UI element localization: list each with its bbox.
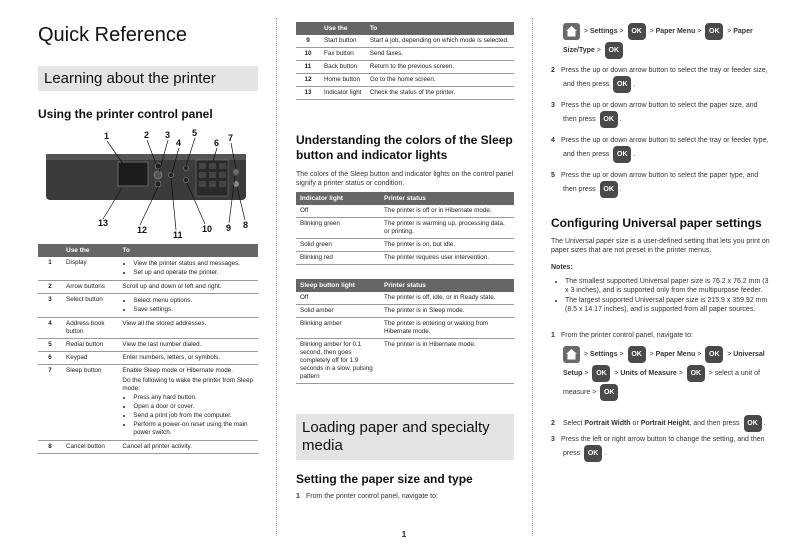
nav-settings: Settings bbox=[589, 28, 618, 35]
page-title: Quick Reference bbox=[38, 24, 187, 46]
cell: Blinking amber for 0.1 second, then goes completely off for 1.9 seconds in a slow, pulsing pattern bbox=[296, 339, 380, 384]
paper-step-2: 2 Press the up or down arrow button to select the tray or feeder size, and then press OK . bbox=[551, 66, 773, 94]
nav-measure: measure bbox=[563, 389, 591, 396]
callout-13: 13 bbox=[98, 218, 109, 228]
table-row bbox=[296, 305, 514, 318]
step-text: Press the up or down arrow button to select the tray or feeder type, bbox=[561, 137, 769, 144]
callout-6: 6 bbox=[214, 138, 220, 148]
universal-step-2: 2 Select Portrait Width or Portrait Height, and then press OK . bbox=[551, 414, 773, 433]
list-item: • Save settings. bbox=[133, 306, 254, 314]
list-item: • Press any hard button. bbox=[133, 394, 254, 402]
display-screen bbox=[118, 162, 148, 186]
ok-button-icon: OK bbox=[705, 346, 723, 363]
control-panel-illustration bbox=[38, 128, 258, 240]
callout-1: 1 bbox=[104, 131, 110, 141]
table-row bbox=[38, 339, 258, 352]
cell: The printer is in Hibernate mode. bbox=[380, 339, 514, 384]
table-row bbox=[296, 218, 514, 239]
row-to: Go to the home screen. bbox=[366, 74, 514, 87]
step-number: 2 bbox=[551, 420, 555, 427]
row-use: Back button bbox=[320, 61, 366, 74]
ok-button-icon: OK bbox=[605, 42, 623, 59]
step-text: Select bbox=[562, 420, 583, 427]
row-use: Cancel button bbox=[62, 441, 118, 454]
row-number: 9 bbox=[296, 35, 320, 48]
col-header-status: Printer status bbox=[380, 279, 514, 292]
cell: Blinking red bbox=[296, 252, 380, 265]
table-row bbox=[296, 318, 514, 339]
row-to: Send faxes. bbox=[366, 48, 514, 61]
row-number: 5 bbox=[38, 339, 62, 352]
col-header-status: Printer status bbox=[380, 192, 514, 205]
row-number: 1 bbox=[38, 257, 62, 281]
row-use: Select button bbox=[62, 294, 118, 318]
callout-7: 7 bbox=[228, 133, 234, 143]
nav-paper-menu: Paper Menu bbox=[655, 28, 696, 35]
table-row bbox=[38, 257, 258, 281]
list-item: • Set up and operate the printer. bbox=[133, 269, 254, 277]
row-use: Display bbox=[62, 257, 118, 281]
home-icon bbox=[563, 346, 580, 363]
nav-path-universal: > Settings > OK > Paper Menu > OK > Universal Setup > OK > Units of Measure > OK > select a unit of measure > OK bbox=[563, 345, 773, 402]
callout-8: 8 bbox=[243, 220, 249, 230]
list-item: • View the printer status and messages. bbox=[133, 260, 254, 268]
ok-button-icon: OK bbox=[687, 365, 705, 382]
row-number: 7 bbox=[38, 365, 62, 441]
column-2 bbox=[296, 0, 514, 558]
list-item: • The smallest supported Universal paper size is 76.2 x 76.2 mm (3 x 3 inches), and is supported only from the multipurpose feeder. bbox=[565, 277, 773, 295]
row-use: Redial button bbox=[62, 339, 118, 352]
row-number: 6 bbox=[38, 352, 62, 365]
row-use: Start button bbox=[320, 35, 366, 48]
cell: Off bbox=[296, 205, 380, 218]
paper-step-4: 4 Press the up or down arrow button to select the tray or feeder type, and then press OK . bbox=[551, 136, 773, 164]
step-text: Press the left or right arrow button to change the setting, and then bbox=[561, 436, 765, 443]
row-to: View the last number dialed. bbox=[118, 339, 258, 352]
step-text: Press the up or down arrow button to select the paper type, and bbox=[561, 172, 759, 179]
nav-settings: Settings bbox=[589, 351, 618, 358]
table-row bbox=[296, 205, 514, 218]
control-panel-heading: Using the printer control panel bbox=[38, 107, 213, 121]
sleep-colors-intro: The colors of the Sleep button and indicator lights on the control panel signify a printer status or condition. bbox=[296, 171, 514, 187]
ok-button-icon: OK bbox=[705, 23, 723, 40]
col-header-to: To bbox=[366, 22, 514, 35]
indicator-light-table bbox=[296, 192, 514, 265]
step-number: 3 bbox=[551, 436, 555, 443]
callout-9: 9 bbox=[226, 223, 232, 233]
row-number: 8 bbox=[38, 441, 62, 454]
sleep-button-table bbox=[296, 279, 514, 384]
table-row bbox=[296, 74, 514, 87]
nav-size-type: Size/Type bbox=[563, 47, 595, 54]
column-3 bbox=[551, 0, 773, 558]
callout-3: 3 bbox=[165, 130, 171, 140]
ok-button-icon: OK bbox=[600, 181, 618, 198]
row-use: Address book button bbox=[62, 318, 118, 339]
row-to: View all the stored addresses. bbox=[118, 318, 258, 339]
step-number: 5 bbox=[551, 172, 555, 179]
portrait-height: Portrait Height bbox=[640, 420, 690, 427]
cell: The printer is off, idle, or in Ready state. bbox=[380, 292, 514, 305]
row-number: 12 bbox=[296, 74, 320, 87]
row-use: Fax button bbox=[320, 48, 366, 61]
step-tail: press bbox=[563, 450, 581, 457]
column-1 bbox=[38, 0, 258, 558]
step-text: Press the up or down arrow button to select the tray or feeder size, bbox=[561, 67, 768, 74]
col-header-use: Use the bbox=[320, 22, 366, 35]
select-button bbox=[154, 171, 162, 179]
callout-12: 12 bbox=[137, 225, 148, 235]
step-number: 1 bbox=[551, 332, 555, 339]
paper-step-3: 3 Press the up or down arrow button to select the paper size, and then press OK . bbox=[551, 101, 773, 129]
callout-4: 4 bbox=[176, 138, 182, 148]
row-to: Start a job, depending on which mode is selected. bbox=[366, 35, 514, 48]
nav-units-of-measure: Units of Measure bbox=[620, 370, 677, 377]
table-row bbox=[38, 352, 258, 365]
step-tail: then press bbox=[563, 186, 596, 193]
step-number: 2 bbox=[551, 67, 555, 74]
col-header-number bbox=[296, 22, 320, 35]
row-use: Arrow buttons bbox=[62, 281, 118, 294]
row-number: 3 bbox=[38, 294, 62, 318]
row-use: Sleep button bbox=[62, 365, 118, 441]
col-header-use: Use the bbox=[62, 244, 118, 257]
step-tail: then press bbox=[563, 116, 596, 123]
table-row bbox=[296, 339, 514, 384]
row-number: 13 bbox=[296, 87, 320, 100]
row-use: Home button bbox=[320, 74, 366, 87]
list-item: • Send a print job from the computer. bbox=[133, 412, 254, 420]
table-row bbox=[296, 61, 514, 74]
notes-label: Notes: bbox=[551, 264, 573, 271]
home-icon bbox=[563, 23, 580, 40]
cell: Solid amber bbox=[296, 305, 380, 318]
ok-button-icon: OK bbox=[584, 445, 602, 462]
ok-button-icon: OK bbox=[600, 384, 618, 401]
table-row bbox=[38, 318, 258, 339]
table-row bbox=[296, 87, 514, 100]
row-to: Enter numbers, letters, or symbols. bbox=[118, 352, 258, 365]
cell: Solid green bbox=[296, 239, 380, 252]
paper-step-1 bbox=[296, 492, 514, 501]
cell: The printer is on, but idle. bbox=[380, 239, 514, 252]
paper-size-heading: Setting the paper size and type bbox=[296, 472, 473, 486]
col-header-indicator: Indicator light bbox=[296, 192, 380, 205]
list-item: • The largest supported Universal paper size is 215.9 x 359.92 mm (8.5 x 14.17 inches), and is supported from all paper sources. bbox=[565, 296, 773, 314]
section-learning: Learning about the printer bbox=[38, 66, 258, 91]
cell: Blinking amber bbox=[296, 318, 380, 339]
step-tail: and then press bbox=[563, 151, 610, 158]
step-text: From the printer control panel, navigate to: bbox=[306, 493, 438, 500]
table-row bbox=[296, 292, 514, 305]
ok-button-icon: OK bbox=[592, 365, 610, 382]
nav-select-unit: select a unit of bbox=[714, 370, 760, 377]
col-header-sleep-light: Sleep button light bbox=[296, 279, 380, 292]
universal-step-1 bbox=[551, 331, 773, 340]
cell: The printer is warming up, processing data, or printing. bbox=[380, 218, 514, 239]
step-text: , and then press bbox=[689, 420, 740, 427]
ok-button-icon: OK bbox=[628, 23, 646, 40]
callout-11: 11 bbox=[173, 230, 183, 240]
row-to: Check the status of the printer. bbox=[366, 87, 514, 100]
nav-paper: Paper bbox=[733, 28, 753, 35]
list-item: • Perform a power-on reset using the main power switch. bbox=[133, 421, 254, 437]
ok-button-icon: OK bbox=[613, 146, 631, 163]
notes-list bbox=[551, 276, 773, 315]
list-item: • Select menu options. bbox=[133, 297, 254, 305]
table-row bbox=[38, 281, 258, 294]
section-loading-paper: Loading paper and specialty media bbox=[296, 414, 514, 460]
universal-heading: Configuring Universal paper settings bbox=[551, 216, 762, 230]
nav-path-paper: > Settings > OK > Paper Menu > OK > Paper Size/Type > OK bbox=[563, 22, 773, 60]
table-row bbox=[296, 239, 514, 252]
row-number: 4 bbox=[38, 318, 62, 339]
table-row bbox=[38, 365, 258, 441]
nav-universal: Universal bbox=[733, 351, 765, 358]
callout-10: 10 bbox=[202, 224, 213, 234]
universal-step-3: 3 Press the left or right arrow button to change the setting, and then press OK . bbox=[551, 435, 773, 463]
ok-button-icon: OK bbox=[613, 76, 631, 93]
row-to: Enable Sleep mode or Hibernate mode. bbox=[122, 367, 234, 374]
table-row bbox=[296, 48, 514, 61]
ok-button-icon: OK bbox=[628, 346, 646, 363]
cell: The printer is entering or waking from Hibernate mode. bbox=[380, 318, 514, 339]
callout-2: 2 bbox=[144, 130, 150, 140]
row-use: Keypad bbox=[62, 352, 118, 365]
ok-button-icon: OK bbox=[600, 111, 618, 128]
control-panel-table bbox=[38, 244, 258, 454]
ok-button-icon: OK bbox=[744, 415, 762, 432]
row-to-detail: Do the following to wake the printer from Sleep mode: bbox=[122, 377, 253, 392]
step-text: From the printer control panel, navigate to: bbox=[561, 332, 693, 339]
row-use: Indicator light bbox=[320, 87, 366, 100]
row-number: 2 bbox=[38, 281, 62, 294]
step-number: 3 bbox=[551, 102, 555, 109]
table-row bbox=[38, 441, 258, 454]
portrait-width: Portrait Width bbox=[584, 420, 631, 427]
table-row bbox=[296, 35, 514, 48]
col-header-number bbox=[38, 244, 62, 257]
cell: Off bbox=[296, 292, 380, 305]
list-item: • Open a door or cover. bbox=[133, 403, 254, 411]
table-row bbox=[38, 294, 258, 318]
step-number: 4 bbox=[551, 137, 555, 144]
table-row bbox=[296, 252, 514, 265]
row-number: 10 bbox=[296, 48, 320, 61]
step-tail: and then press bbox=[563, 81, 610, 88]
cell: The printer requires user intervention. bbox=[380, 252, 514, 265]
cell: Blinking green bbox=[296, 218, 380, 239]
cell: The printer is off or in Hibernate mode. bbox=[380, 205, 514, 218]
callout-5: 5 bbox=[192, 128, 198, 138]
row-to: Cancel all printer activity. bbox=[118, 441, 258, 454]
step-number: 1 bbox=[296, 493, 300, 500]
universal-intro: The Universal paper size is a user-defined setting that lets you print on paper sizes that are not preset in the printer menus. bbox=[551, 238, 770, 254]
nav-paper-menu: Paper Menu bbox=[655, 351, 696, 358]
page-number: 1 bbox=[401, 530, 407, 539]
cell: The printer is in Sleep mode. bbox=[380, 305, 514, 318]
col-header-to: To bbox=[118, 244, 258, 257]
nav-setup: Setup bbox=[563, 370, 583, 377]
paper-step-5: 5 Press the up or down arrow button to select the paper type, and then press OK . bbox=[551, 171, 773, 199]
row-to: Scroll up and down or left and right. bbox=[118, 281, 258, 294]
control-panel-table-continued bbox=[296, 22, 514, 100]
row-to: Return to the previous screen. bbox=[366, 61, 514, 74]
sleep-colors-heading: Understanding the colors of the Sleep button and indicator lights bbox=[296, 133, 513, 162]
step-text: or bbox=[632, 420, 639, 427]
row-number: 11 bbox=[296, 61, 320, 74]
step-text: Press the up or down arrow button to select the paper size, and bbox=[561, 102, 758, 109]
